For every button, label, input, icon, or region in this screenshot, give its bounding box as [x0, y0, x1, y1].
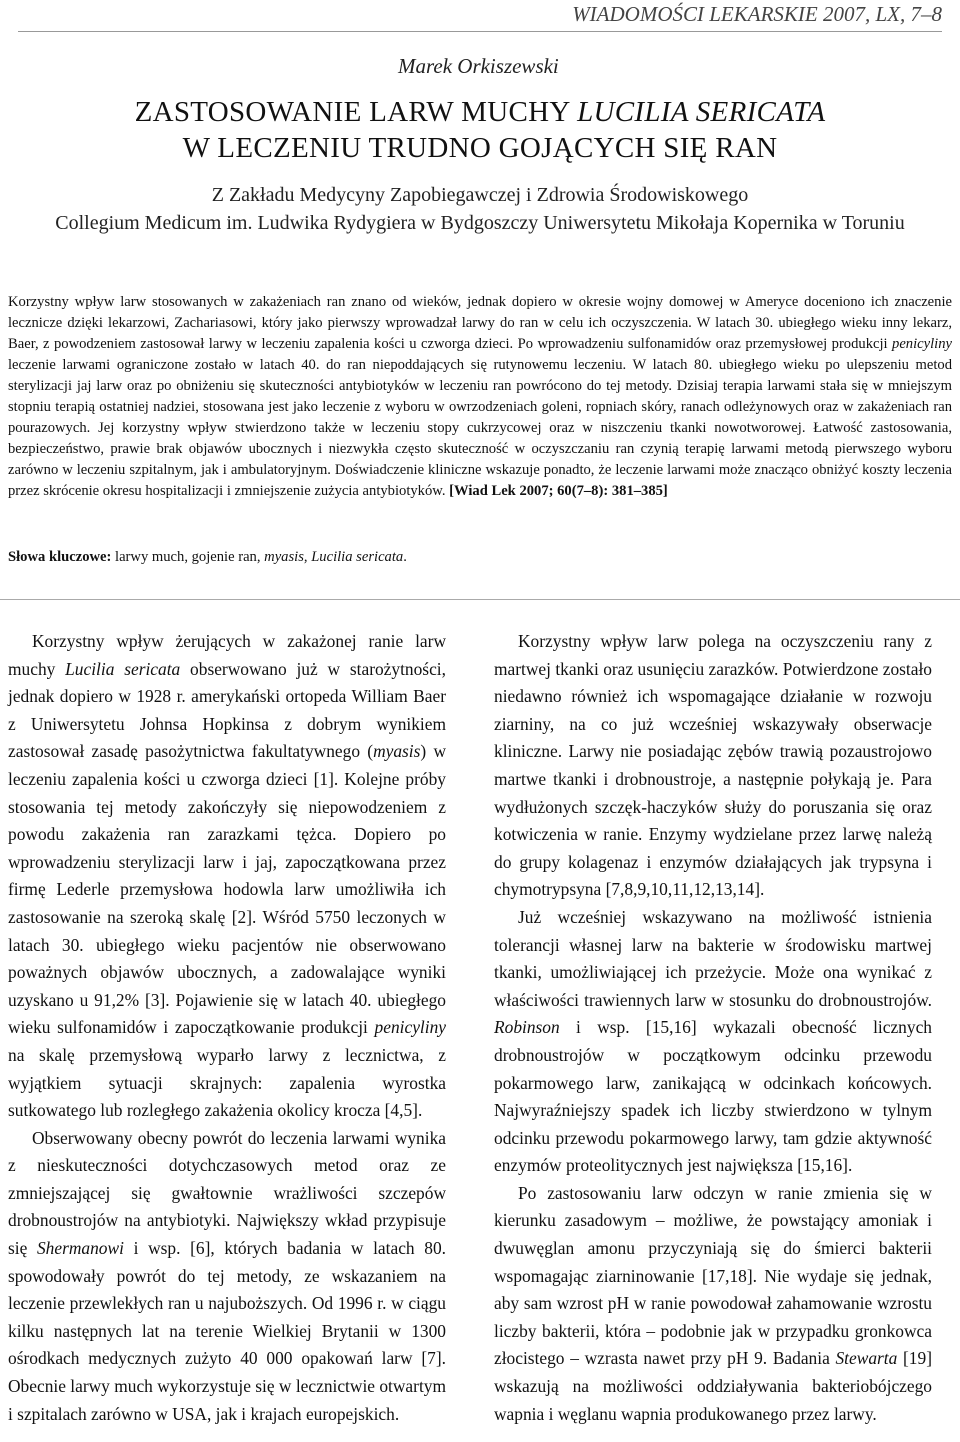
affiliation-line1: Z Zakładu Medycyny Zapobiegawczej i Zdrowia Środowiskowego	[211, 184, 749, 206]
title-line1-prefix: ZASTOSOWANIE LARW MUCHY	[134, 96, 578, 128]
keywords-label: Słowa kluczowe:	[8, 549, 112, 565]
title-line2: W LECZENIU TRUDNO GOJĄCYCH SIĘ RAN	[182, 132, 778, 164]
keyword-lucilia: Lucilia sericata	[311, 549, 404, 565]
italic-run: penicyliny	[374, 1017, 446, 1038]
right-paragraph-3	[494, 1180, 932, 1428]
text-run: obserwowano już w starożytności, jednak dopiero w 1928 r. amerykański ortopeda William Baer z Uniwersytetu Johnsa Hopkinsa z dobrym wynikiem zastosował zasadę pasożytnictwa fakultatywnego (	[8, 658, 446, 762]
body-column-right	[494, 628, 932, 1428]
abstract-part1: Korzystny wpływ larw stosowanych w zakażeniach ran znano od wieków, jednak dopiero w okresie wojny domowej w Ameryce doceniono ich znaczenie lecznicze dzięki lekarzowi, Zachariasowi, który jako pierwszy wprowadzał larwy do ran w celu ich oczyszczenia. W latach 30. ubiegłego wieku inny lekarz, Baer, z powodzeniem zastosował larwy w leczeniu zapalenia kości u czworga dzieci. Po wprowadzeniu sulfonamidów oraz przemysłowej produkcji	[8, 294, 952, 352]
title-line1-italic: LUCILIA SERICATA	[577, 96, 826, 128]
right-paragraph-1: Korzystny wpływ larw polega na oczyszczeniu rany z martwej tkanki oraz usunięciu zarazków. Potwierdzone zostało niedawno również ich wspomagające działanie w rozwoju ziarniny, na co już wcześniej wskazywały obserwacje kliniczne. Larwy nie posiadając zębów trawią pozaustrojowo martwe tkanki i drobnoustroje, a następnie połykają je. Para wydłużonych szczęk-haczyków służy do poruszania się oraz kotwiczenia w ranie. Enzymy wydzielane przez larwę należą do grupy kolagenaz i enzymów działających jak trypsyna i chymotrypsyna [7,8,9,10,11,12,13,14].	[494, 631, 932, 900]
text-run: Już wcześniej wskazywano na możliwość istnienia tolerancji własnej larw na bakterie w środowisku martwej tkanki, umożliwiającej ich przeżycie. Może ona wynikać z właściwości trawiennych larw w stosunku do drobnoustrojów.	[494, 906, 932, 1010]
affiliation	[0, 181, 960, 237]
text-run: i wsp. [6], których badania w latach 80. spowodowały powrót do tej metody, ze wskazaniem na leczenie przewlekłych ran u najuboższych. Od 1996 r. w ciągu kilku następnych lat na terenie Wielkiej Brytanii w 1300 ośrodkach medycznych zużyto 40 000 opakowań larw [7]. Obecnie larwy much wykorzystuje się w lecznictwie otwartym i szpitalach zarówno w USA, jak i krajach europejskich.	[8, 1238, 447, 1424]
italic-run: myasis	[373, 741, 421, 762]
text-run: i wsp. [15,16] wykazali obecność licznych drobnoustrojów w początkowym odcinku przewodu pokarmowego larw, zanikającą w odcinkach końcowych. Najwyraźniejszy spadek ich liczby stwierdzono w tylnym odcinku przewodu pokarmowego larwy, tam gdzie aktywność enzymów proteolitycznych jest największa [15,16].	[494, 1017, 932, 1176]
keywords-end: .	[403, 549, 407, 565]
text-run: Obserwowany obecny powrót do leczenia larwami wynika z nieskuteczności dotychczasowych metod oraz ze zmniejszającej się gwałtownie wrażliwości szczepów drobnoustrojów na antybiotyki. Największy wkład przypisuje się	[8, 1127, 446, 1259]
keywords	[8, 547, 952, 568]
italic-run: Robinson	[494, 1017, 560, 1038]
keywords-text: larwy much, gojenie ran,	[111, 549, 265, 565]
section-rule	[0, 599, 960, 600]
affiliation-line2: Collegium Medicum im. Ludwika Rydygiera w Bydgoszczy Uniwersytetu Mikołaja Kopernika w Toruniu	[55, 212, 905, 234]
abstract	[8, 292, 952, 502]
journal-header: WIADOMOŚCI LEKARSKIE 2007, LX, 7–8	[572, 2, 942, 26]
header-rule	[18, 31, 942, 32]
abstract-part2: leczenie larwami ograniczone zostało w latach 40. do ran niepoddających się rutynowemu leczeniu. W latach 80. ubiegłego wieku po ulepszeniu metod sterylizacji jaj larw oraz po obniżeniu się skuteczności antybiotyków w leczeniu ran powrócono do tej metody. Dzisiaj terapia larwami stała się w mniejszym stopniu terapią ostatniej nadziei, stosowana jest jako leczenie z wyboru w owrzodzeniach goleni, ropniach skóry, ranach odleżynowych oraz w zakażeniach ran pourazowych. Jej korzystny wpływ stwierdzono także w leczeniu stopy cukrzycowej oraz w niszczeniu tkanki nowotworowej. Łatwość zastosowania, bezpieczeństwo, prawie brak objawów ubocznych i niezwykła często skuteczność w oczyszczaniu ran czynią terapię larwami metodą pierwszego wyboru zarówno w leczeniu szpitalnym, jak i ambulatoryjnym. Doświadczenie kliniczne wskazuje ponadto, że leczenie larwami może znacząco obniżyć koszty leczenia przez skrócenie okresu hospitalizacji i zmniejszenie zużycia antybiotyków.	[8, 357, 952, 499]
text-run: Korzystny wpływ żerujących w zakażonej ranie larw muchy	[8, 631, 446, 679]
italic-run: Stewarta	[835, 1348, 898, 1369]
article-title	[0, 94, 960, 166]
keyword-myasis: myasis	[264, 549, 304, 565]
text-run: na skalę przemysłową wyparło larwy z lecznictwa, z wyjątkiem sytuacji skrajnych: zapalenia wyrostka sutkowatego lub rozległego zakażenia okolicy krocza [4,5].	[8, 1044, 446, 1121]
left-paragraph-2	[8, 1125, 446, 1429]
text-run: [19] wskazują na możliwości oddziaływania bakteriobójczego wapnia i węglanu wapnia produkowanego przez larwy.	[494, 1348, 932, 1424]
left-paragraph-1	[8, 628, 446, 1125]
text-run: Po zastosowaniu larw odczyn w ranie zmienia się w kierunku zasadowym – możliwe, że powstający amoniak i dwuwęglan amonu przyczyniają się do śmierci bakterii wspomagając ziarninowanie [17,18]. Nie wydaje się jednak, aby sam wzrost pH w ranie powodował zahamowanie wzrostu liczby bakterii, która – podobnie jak w przypadku gronkowca złocistego – wzrasta nawet przy pH 9. Badania	[494, 1182, 932, 1369]
text-run: ) w leczeniu zapalenia kości u czworga dzieci [1]. Kolejne próby stosowania tej metody zakończyły się niepowodzeniem z powodu zakażenia ran zarazkami tężca. Dopiero po wprowadzeniu sterylizacji larw i jaj, zapoczątkowana przez firmę Lederle przemysłowa hodowla larw umożliwiła ich zastosowanie na szeroką skalę [2]. Wśród 5750 leczonych w latach 30. ubiegłego wieku pacjentów nie obserwowano poważnych objawów ubocznych, a zadowalające wyniki uzyskano u 91,2% [3]. Pojawienie się w latach 40. ubiegłego wieku sulfonamidów i zapoczątkowanie produkcji	[8, 741, 446, 1038]
right-paragraph-2	[494, 904, 932, 1180]
italic-run: Lucilia sericata	[65, 658, 181, 679]
abstract-citation: [Wiad Lek 2007; 60(7–8): 381–385]	[449, 483, 668, 499]
italic-run: Shermanowi	[36, 1238, 124, 1259]
author-name: Marek Orkiszewski	[398, 54, 559, 78]
abstract-italic-penicylina: penicyliny	[892, 336, 952, 352]
body-column-left	[8, 628, 446, 1428]
keywords-sep: ,	[303, 549, 312, 565]
